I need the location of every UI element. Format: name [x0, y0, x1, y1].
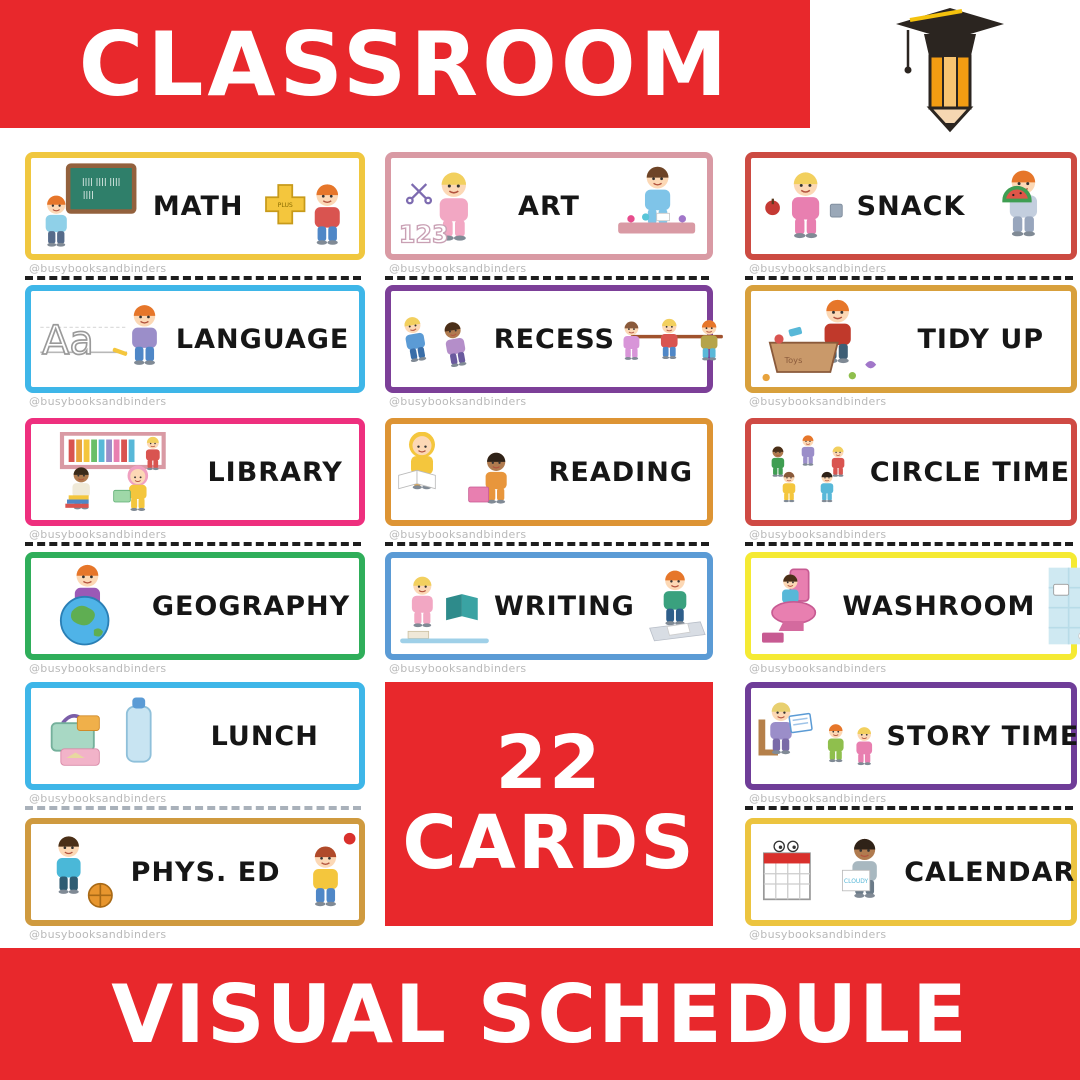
card-calendar: [745, 818, 1077, 926]
boy-writing-paper-clipart: [637, 568, 724, 644]
watermark: @busybooksandbinders: [389, 395, 527, 408]
watermark: @busybooksandbinders: [749, 395, 887, 408]
card-label: STORY TIME: [886, 720, 1080, 752]
svg-text:Aa: Aa: [41, 317, 94, 364]
boy-eating-watermelon-clipart: [973, 162, 1065, 250]
card-math: [25, 152, 365, 260]
boy-jumping-with-ball-clipart: [283, 832, 375, 912]
watermark: @busybooksandbinders: [749, 528, 887, 541]
bookshelf-and-kids-clipart: [37, 432, 195, 512]
card-label: RECESS: [493, 323, 615, 355]
top-banner: [0, 0, 810, 128]
dashed-cut-line: [745, 806, 1073, 810]
dashed-cut-line: [745, 542, 1073, 546]
kids-running-clipart: [397, 304, 492, 374]
card-art: [385, 152, 713, 260]
watermark: @busybooksandbinders: [389, 528, 527, 541]
card-label: MATH: [152, 190, 244, 222]
card-label: SNACK: [856, 190, 966, 222]
dashed-cut-line: [25, 542, 361, 546]
card-label: WRITING: [494, 590, 635, 622]
watermark: @busybooksandbinders: [389, 662, 527, 675]
card-writing: [385, 552, 713, 660]
watermark: @busybooksandbinders: [29, 662, 167, 675]
card-washroom: [745, 552, 1077, 660]
watermark: @busybooksandbinders: [29, 928, 167, 941]
svg-text:PLUS: PLUS: [277, 201, 293, 209]
card-label: PHYS. ED: [130, 856, 281, 888]
pencil-graduation-cap-icon: [880, 4, 1020, 134]
card-label: TIDY UP: [917, 323, 1045, 355]
watermark: @busybooksandbinders: [749, 928, 887, 941]
card-label: READING: [548, 456, 693, 488]
boy-at-chalkboard-clipart: [37, 162, 138, 250]
boy-on-toilet-clipart: [1037, 566, 1080, 646]
card-label: WASHROOM: [842, 590, 1036, 622]
bottom-banner-title: VISUAL SCHEDULE: [111, 967, 969, 1061]
card-circle-time: [745, 418, 1077, 526]
card-phys-ed: [25, 818, 365, 926]
teacher-reading-to-kids-clipart: [757, 700, 885, 772]
card-count-badge: [385, 682, 713, 926]
boy-with-basketball-clipart: [37, 832, 129, 912]
watermark: @busybooksandbinders: [29, 792, 167, 805]
boy-tracing-alphabet-clipart: [37, 299, 170, 379]
card-label: LUNCH: [210, 720, 319, 752]
girls-reading-books-clipart: [397, 432, 539, 512]
watermark: @busybooksandbinders: [749, 662, 887, 675]
kids-playing-tug-of-war-clipart: [617, 306, 727, 372]
dashed-cut-line: [385, 542, 709, 546]
boy-holding-globe-clipart: [37, 562, 147, 650]
boy-tidying-toy-box-clipart: [757, 295, 895, 383]
dashed-cut-line: [25, 806, 361, 810]
bottom-banner: [0, 948, 1080, 1080]
card-label: LIBRARY: [207, 456, 343, 488]
card-library: [25, 418, 365, 526]
svg-text:123: 123: [398, 220, 449, 249]
pencil-graduation-cap-logo: [880, 4, 1020, 134]
card-recess: [385, 285, 713, 393]
svg-text:Toys: Toys: [784, 354, 803, 365]
watermark: @busybooksandbinders: [29, 528, 167, 541]
top-banner-title: CLASSROOM: [78, 12, 732, 116]
calendar-character-and-boy-clipart: [757, 831, 902, 913]
card-geography: [25, 552, 365, 660]
card-snack: [745, 152, 1077, 260]
card-story-time: [745, 682, 1080, 790]
svg-text:||||: ||||: [82, 188, 94, 199]
card-lunch: [25, 682, 365, 790]
card-tidy-up: [745, 285, 1077, 393]
card-label: ART: [518, 190, 580, 222]
card-language: [25, 285, 365, 393]
boy-holding-plus-sign-clipart: [259, 164, 354, 248]
dashed-cut-line: [25, 276, 361, 280]
watermark: @busybooksandbinders: [29, 262, 167, 275]
card-count-number: 22: [495, 720, 603, 807]
svg-text:CLOUDY: CLOUDY: [843, 878, 869, 886]
girl-with-scissors-and-123-clipart: [397, 162, 489, 250]
card-label: CIRCLE TIME: [869, 456, 1071, 488]
girl-crafting-at-table-clipart: [609, 162, 701, 250]
card-count-label: CARDS: [402, 800, 696, 886]
svg-text:|||| |||| ||||: |||| |||| ||||: [81, 176, 121, 187]
watermark: @busybooksandbinders: [749, 262, 887, 275]
pink-toilet-clipart: [757, 566, 840, 646]
girl-holding-apple-and-cup-clipart: [757, 162, 849, 250]
dashed-cut-line: [745, 276, 1073, 280]
watermark: @busybooksandbinders: [749, 792, 887, 805]
dashed-cut-line: [385, 276, 709, 280]
card-label: CALENDAR: [904, 856, 1076, 888]
card-label: GEOGRAPHY: [151, 590, 351, 622]
girl-writing-book-clipart: [397, 568, 492, 644]
lunchbox-and-bottle-clipart: [37, 692, 175, 780]
watermark: @busybooksandbinders: [29, 395, 167, 408]
watermark: @busybooksandbinders: [389, 262, 527, 275]
kids-holding-hands-circle-clipart: [757, 434, 868, 510]
card-reading: [385, 418, 713, 526]
card-label: LANGUAGE: [175, 323, 350, 355]
